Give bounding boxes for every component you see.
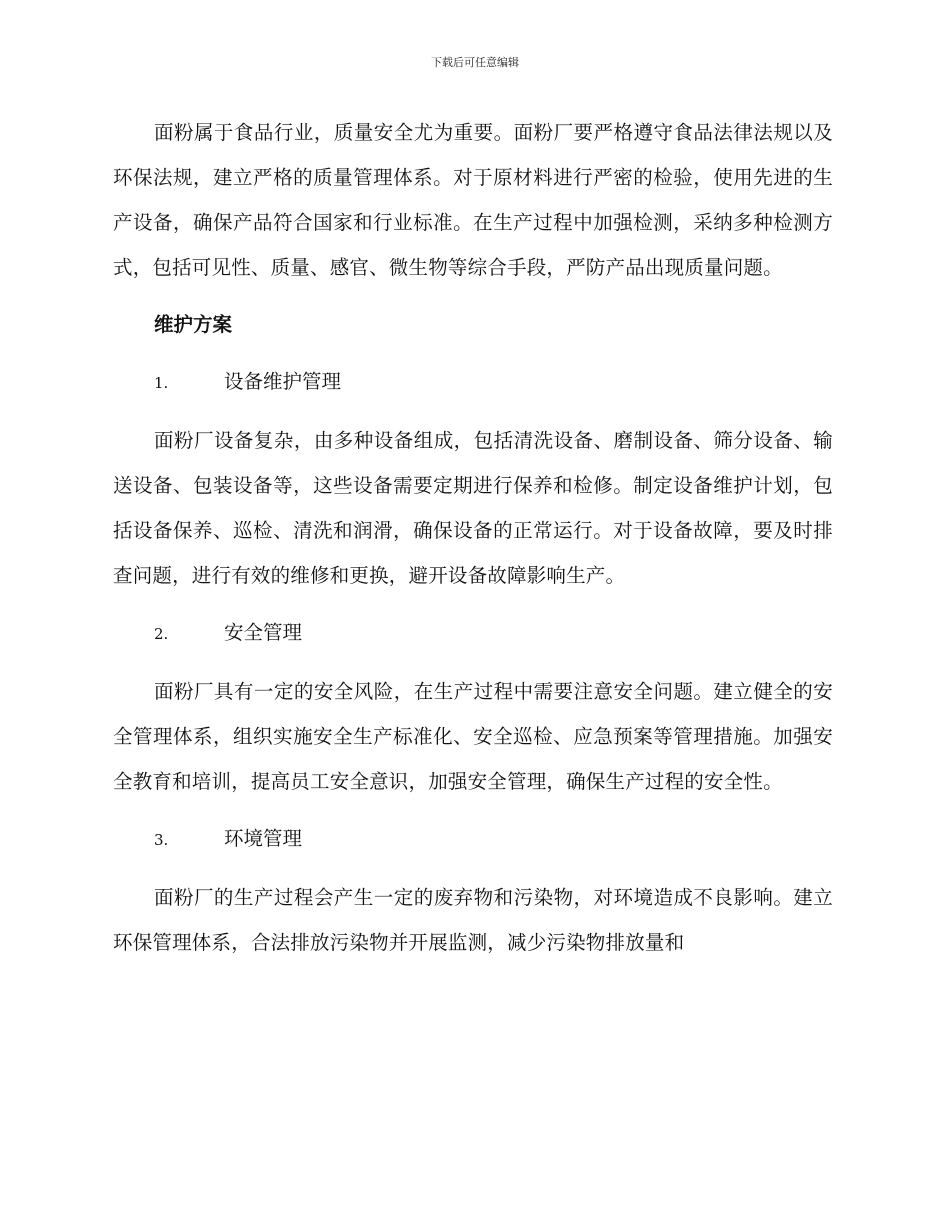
header-note: 下载后可任意编辑 xyxy=(431,56,519,69)
list-item-paragraph: 面粉厂的生产过程会产生一定的废弃物和污染物，对环境造成不良影响。建立环保管理体系，合法排放污染物并开展监测，减少污染物排放量和 xyxy=(113,886,833,954)
list-item-number: 1. xyxy=(154,374,169,392)
list-item-title: 设备维护管理 xyxy=(224,370,342,393)
list-item-paragraph: 面粉厂设备复杂，由多种设备组成，包括清洗设备、磨制设备、筛分设备、输送设备、包装设备等，这些设备需要定期进行保养和检修。制定设备维护计划，包括设备保养、巡检、清洗和润滑，确保设备的正常运行。对于设备故障，要及时排查问题，进行有效的维修和更换，避开设备故障影响生产。 xyxy=(113,429,833,587)
list-item-number: 3. xyxy=(154,831,169,849)
list-item-number: 2. xyxy=(154,625,169,643)
list-item-title: 安全管理 xyxy=(224,621,303,644)
document-body xyxy=(113,110,833,965)
list-item-heading xyxy=(113,610,833,657)
list-item-heading xyxy=(113,359,833,406)
list-item-paragraph: 面粉厂具有一定的安全风险，在生产过程中需要注意安全问题。建立健全的安全管理体系，组织实施安全生产标准化、安全巡检、应急预案等管理措施。加强安全教育和培训，提高员工安全意识，加强安全管理，确保生产过程的安全性。 xyxy=(113,680,833,793)
list-item-title: 环境管理 xyxy=(224,827,303,850)
list-item-heading xyxy=(113,816,833,863)
section-title: 维护方案 xyxy=(154,313,233,336)
intro-paragraph: 面粉属于食品行业，质量安全尤为重要。面粉厂要严格遵守食品法律法规以及环保法规，建立严格的质量管理体系。对于原材料进行严密的检验，使用先进的生产设备，确保产品符合国家和行业标准。在生产过程中加强检测，采纳多种检测方式，包括可见性、质量、感官、微生物等综合手段，严防产品出现质量问题。 xyxy=(113,121,833,279)
